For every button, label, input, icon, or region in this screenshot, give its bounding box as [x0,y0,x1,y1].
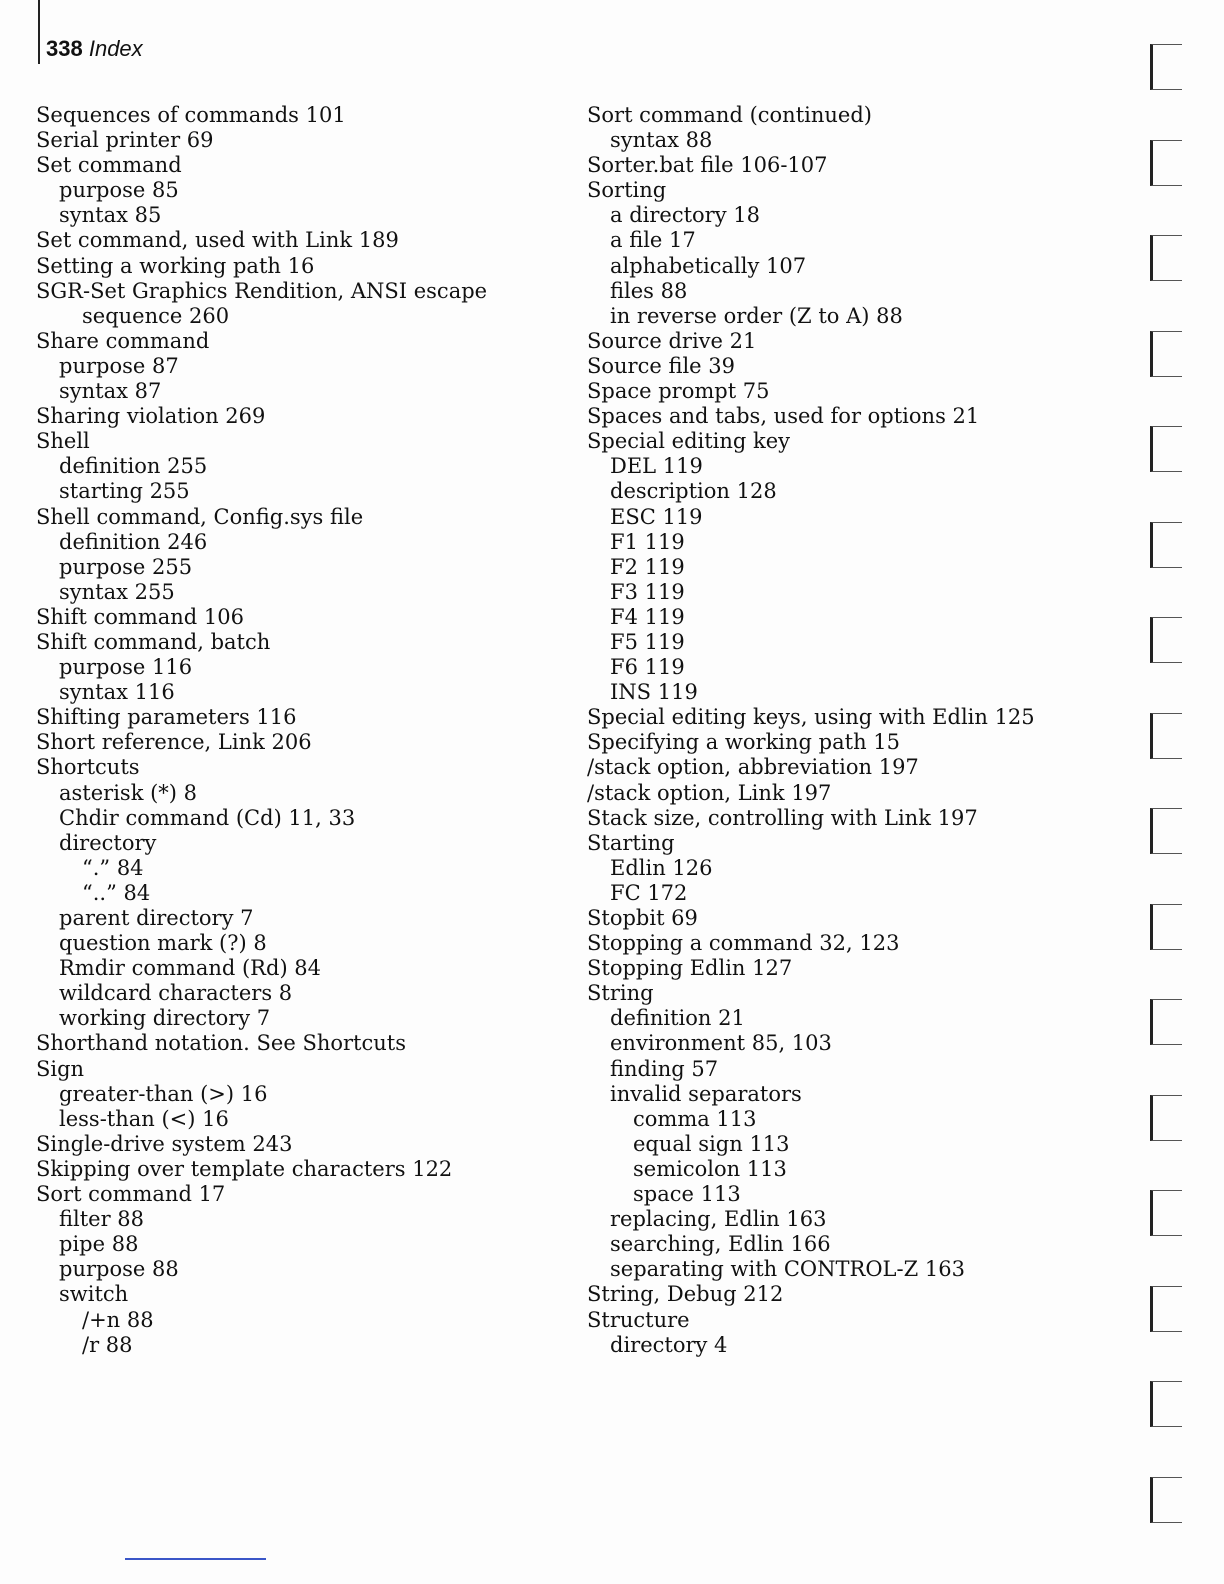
binder-tab-mark [1150,44,1182,90]
binder-tab-mark [1150,904,1182,950]
index-entry: greater-than (>) 16 [59,1081,268,1106]
index-column-left [36,103,556,1358]
binder-tab-mark [1150,140,1182,186]
index-entry: Shorthand notation. See Shortcuts [36,1031,406,1056]
index-entry: wildcard characters 8 [59,981,293,1006]
binder-tab-mark [1150,617,1182,663]
index-entry: /stack option, Link 197 [587,780,832,805]
index-entry: in reverse order (Z to A) 88 [610,303,903,328]
index-entry: Sorting [587,178,667,203]
index-entry: Source drive 21 [587,328,757,353]
index-entry: Set command, used with Link 189 [36,228,399,253]
page-header [46,36,143,62]
index-entry: SGR-Set Graphics Rendition, ANSI escape [36,278,488,303]
index-entry: alphabetically 107 [610,253,807,278]
index-entry: Structure [587,1307,690,1332]
index-entry: Sort command (continued) [587,103,872,127]
index-entry: files 88 [610,278,688,303]
index-entry: switch [59,1282,129,1307]
index-entry: “..” 84 [82,880,151,905]
index-entry: Chdir command (Cd) 11, 33 [59,805,356,830]
index-entry: DEL 119 [610,454,703,479]
index-entry: Source file 39 [587,353,736,378]
index-entry: purpose 116 [59,655,193,680]
index-entry: Stopping a command 32, 123 [587,931,900,956]
index-entry: purpose 255 [59,554,193,579]
section-title: Index [88,36,143,61]
index-entry: syntax 255 [59,579,175,604]
index-entry: F4 119 [610,604,685,629]
binder-tab-mark [1150,331,1182,377]
binder-tab-mark [1150,713,1182,759]
index-entry: definition 21 [610,1006,745,1031]
index-entry: directory 4 [610,1332,728,1357]
page-number: 338 [46,36,83,61]
binder-tab-mark [1150,522,1182,568]
index-entry: separating with CONTROL-Z 163 [610,1257,965,1282]
index-entry: Special editing keys, using with Edlin 125 [587,705,1035,730]
index-entry: Stack size, controlling with Link 197 [587,805,978,830]
header-rule [38,0,40,64]
index-entry: asterisk (*) 8 [59,780,198,805]
index-entry: question mark (?) 8 [59,931,267,956]
index-entry: F3 119 [610,579,685,604]
index-entry: less-than (<) 16 [59,1106,229,1131]
index-entry: F6 119 [610,655,685,680]
index-entry: Stopbit 69 [587,906,698,930]
index-entry: sequence 260 [82,303,230,328]
index-entry: Sorter.bat file 106-107 [587,153,828,178]
index-entry: syntax 88 [610,128,713,153]
index-entry: /r 88 [82,1332,133,1357]
index-entry: space 113 [633,1182,741,1207]
index-entry: definition 255 [59,454,208,479]
index-entry: starting 255 [59,479,190,504]
binder-tab-mark [1150,1286,1182,1332]
index-entry: semicolon 113 [633,1156,787,1181]
binder-tab-mark [1150,1381,1182,1427]
index-entry: ESC 119 [610,504,703,529]
index-entry: Shortcuts [36,755,140,780]
index-entry: replacing, Edlin 163 [610,1207,827,1232]
index-entry: Short reference, Link 206 [36,730,312,755]
index-entry: working directory 7 [59,1006,271,1031]
index-entry: Stopping Edlin 127 [587,956,793,981]
index-entry: /stack option, abbreviation 197 [587,755,919,780]
index-entry: Specifying a working path 15 [587,730,900,755]
index-entry: Shifting parameters 116 [36,705,297,730]
index-entry: syntax 87 [59,379,162,404]
index-entry: Set command [36,153,182,178]
binder-tab-mark [1150,235,1182,281]
index-entry: Sequences of commands 101 [36,103,346,127]
footer-line [125,1558,266,1560]
index-entry: /+n 88 [82,1307,154,1332]
index-entry: comma 113 [633,1106,757,1131]
index-entry: Skipping over template characters 122 [36,1156,453,1181]
index-entry: filter 88 [59,1207,145,1232]
index-entry: Starting [587,830,675,855]
index-entry: Edlin 126 [610,855,713,880]
index-column-right [587,103,1107,1358]
index-entry: Shell [36,429,90,454]
binder-tab-mark [1150,1095,1182,1141]
index-entry: Sign [36,1056,85,1081]
index-entry: F1 119 [610,529,685,554]
index-entry: FC 172 [610,880,688,905]
index-entry: String, Debug 212 [587,1282,784,1307]
index-entry: Special editing key [587,429,791,454]
index-entry: Space prompt 75 [587,379,770,404]
index-entry: syntax 116 [59,680,175,705]
index-entry: F5 119 [610,629,685,654]
index-entry: description 128 [610,479,777,504]
binder-tab-mark [1150,1477,1182,1523]
index-entry: Spaces and tabs, used for options 21 [587,404,980,429]
index-entry: directory [59,830,157,855]
index-entry: Rmdir command (Rd) 84 [59,956,322,981]
index-entry: INS 119 [610,680,698,705]
index-entry: parent directory 7 [59,906,254,930]
index-entry: finding 57 [610,1056,719,1081]
index-entry: purpose 85 [59,178,179,203]
index-entry: environment 85, 103 [610,1031,832,1056]
index-entry: Shell command, Config.sys file [36,504,364,529]
binder-tab-mark [1150,999,1182,1045]
index-entry: Shift command, batch [36,629,271,654]
index-entry: “.” 84 [82,855,144,880]
index-entry: invalid separators [610,1081,802,1106]
index-entry: a directory 18 [610,203,760,228]
index-entry: equal sign 113 [633,1131,790,1156]
index-entry: definition 246 [59,529,208,554]
index-entry: F2 119 [610,554,685,579]
index-entry: syntax 85 [59,203,162,228]
index-entry: Serial printer 69 [36,128,214,153]
index-entry: Single-drive system 243 [36,1131,293,1156]
index-entry: String [587,981,654,1006]
index-entry: Shift command 106 [36,604,244,629]
binder-tab-mark [1150,808,1182,854]
index-entry: purpose 87 [59,353,179,378]
binder-tab-mark [1150,1190,1182,1236]
index-entry: purpose 88 [59,1257,179,1282]
index-entry: pipe 88 [59,1232,139,1257]
index-entry: Share command [36,328,210,353]
index-entry: Sharing violation 269 [36,404,266,429]
binder-tab-mark [1150,426,1182,472]
index-entry: searching, Edlin 166 [610,1232,831,1257]
index-entry: Sort command 17 [36,1182,226,1207]
index-entry: a file 17 [610,228,696,253]
index-entry: Setting a working path 16 [36,253,315,278]
